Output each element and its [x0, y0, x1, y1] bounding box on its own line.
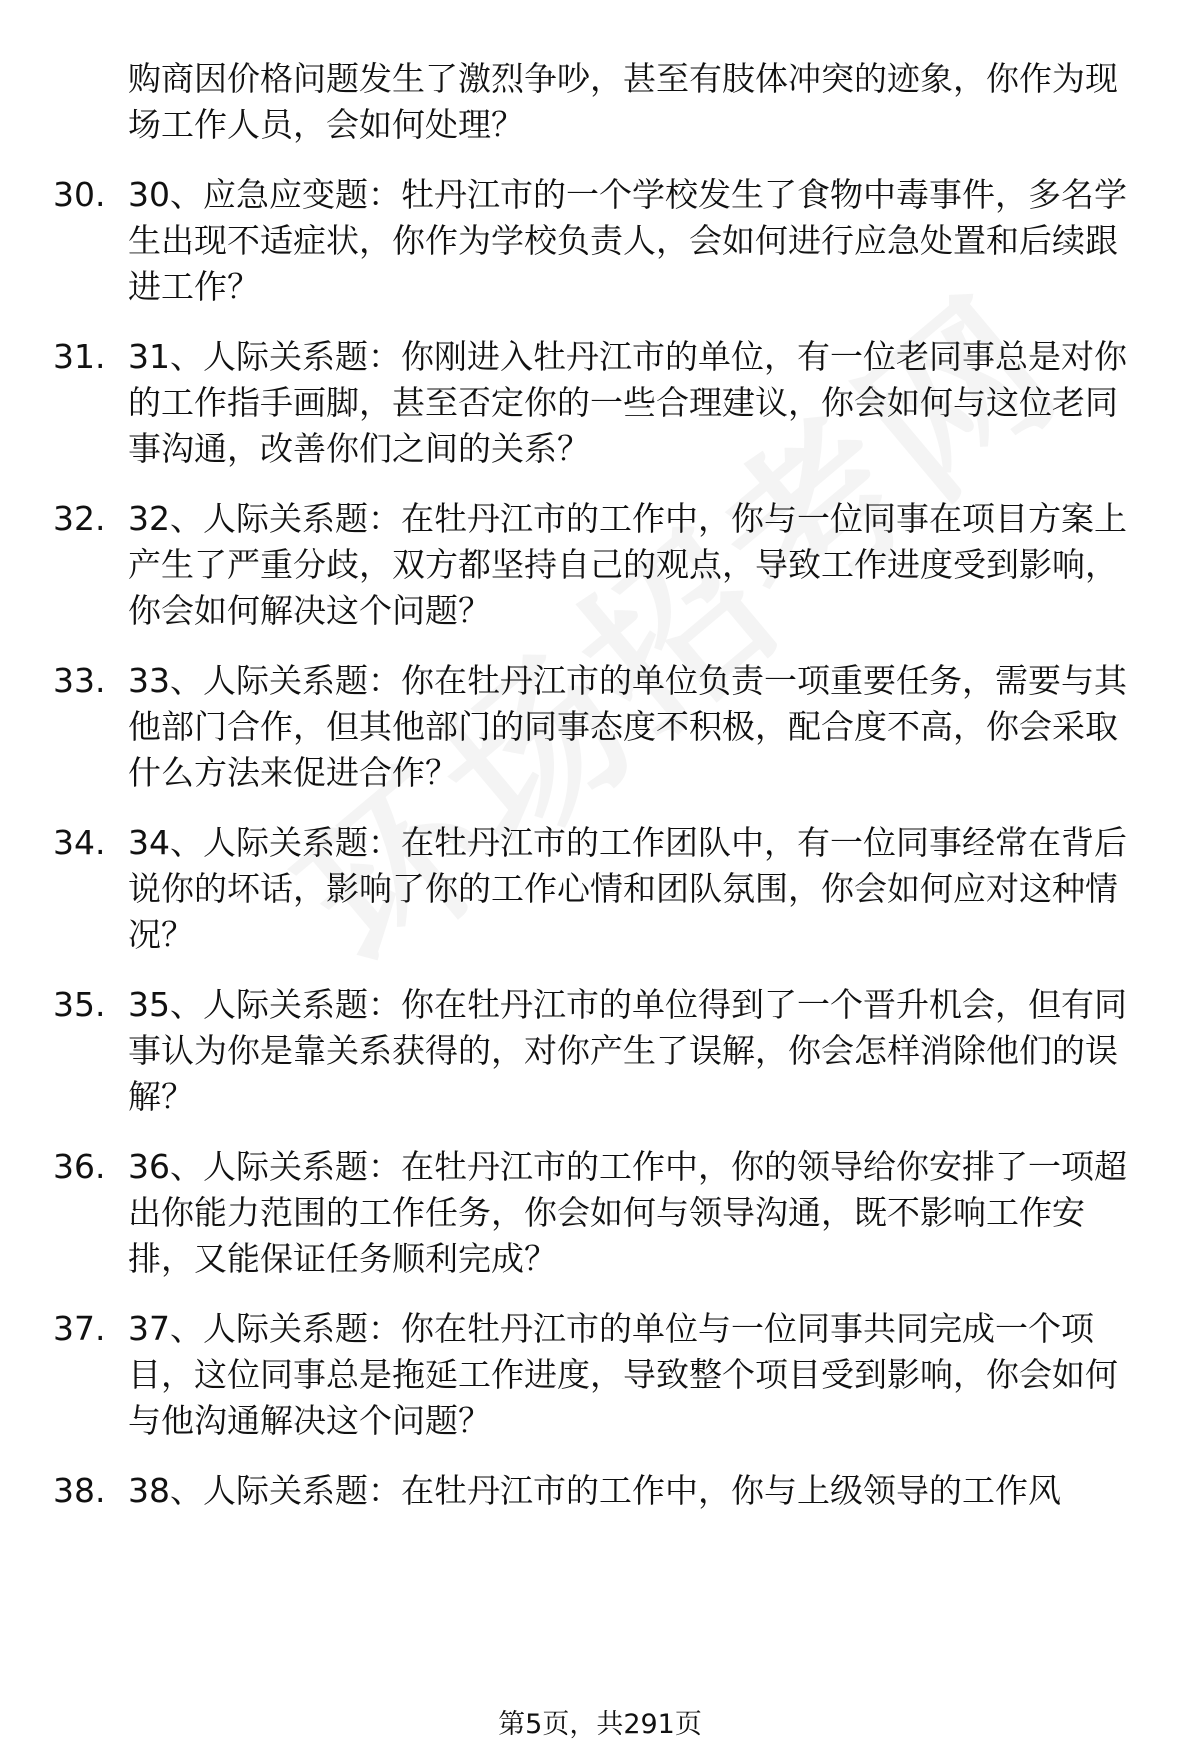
item-number: 37. [53, 1309, 106, 1348]
item-number: 31. [53, 337, 106, 376]
question-text: 33、人际关系题：你在牡丹江市的单位负责一项重要任务，需要与其他部门合作，但其他部门的同事态度不积极，配合度不高，你会采取什么方法来促进合作？ [128, 661, 1127, 792]
item-number: 38. [53, 1471, 106, 1510]
question-text: 35、人际关系题：你在牡丹江市的单位得到了一个晋升机会，但有同事认为你是靠关系获得的，对你产生了误解，你会怎样消除他们的误解？ [128, 985, 1127, 1116]
question-text: 32、人际关系题：在牡丹江市的工作中，你与一位同事在项目方案上产生了严重分歧，双方都坚持自己的观点，导致工作进度受到影响，你会如何解决这个问题？ [128, 499, 1127, 630]
question-text: 38、人际关系题：在牡丹江市的工作中，你与上级领导的工作风 [128, 1471, 1061, 1510]
question-text: 购商因价格问题发生了激烈争吵，甚至有肢体冲突的迹象，你作为现场工作人员，会如何处理？ [128, 59, 1118, 144]
item-number: 36. [53, 1147, 106, 1186]
question-text: 30、应急应变题：牡丹江市的一个学校发生了食物中毒事件，多名学生出现不适症状，你作为学校负责人，会如何进行应急处置和后续跟进工作？ [128, 175, 1127, 306]
item-number: 33. [53, 661, 106, 700]
item-number: 30. [53, 175, 106, 214]
item-number: 32. [53, 499, 106, 538]
page-footer: 第5页，共291页 [498, 1709, 702, 1740]
item-number: 34. [53, 823, 106, 862]
question-text: 34、人际关系题：在牡丹江市的工作团队中，有一位同事经常在背后说你的坏话，影响了你的工作心情和团队氛围，你会如何应对这种情况？ [128, 823, 1127, 954]
item-number: 35. [53, 985, 106, 1024]
question-text: 37、人际关系题：你在牡丹江市的单位与一位同事共同完成一个项目，这位同事总是拖延工作进度，导致整个项目受到影响，你会如何与他沟通解决这个问题？ [128, 1309, 1118, 1440]
question-text: 31、人际关系题：你刚进入牡丹江市的单位，有一位老同事总是对你的工作指手画脚，甚至否定你的一些合理建议，你会如何与这位老同事沟通，改善你们之间的关系？ [128, 337, 1127, 468]
question-text: 36、人际关系题：在牡丹江市的工作中，你的领导给你安排了一项超出你能力范围的工作任务，你会如何与领导沟通，既不影响工作安排，又能保证任务顺利完成？ [128, 1147, 1127, 1278]
